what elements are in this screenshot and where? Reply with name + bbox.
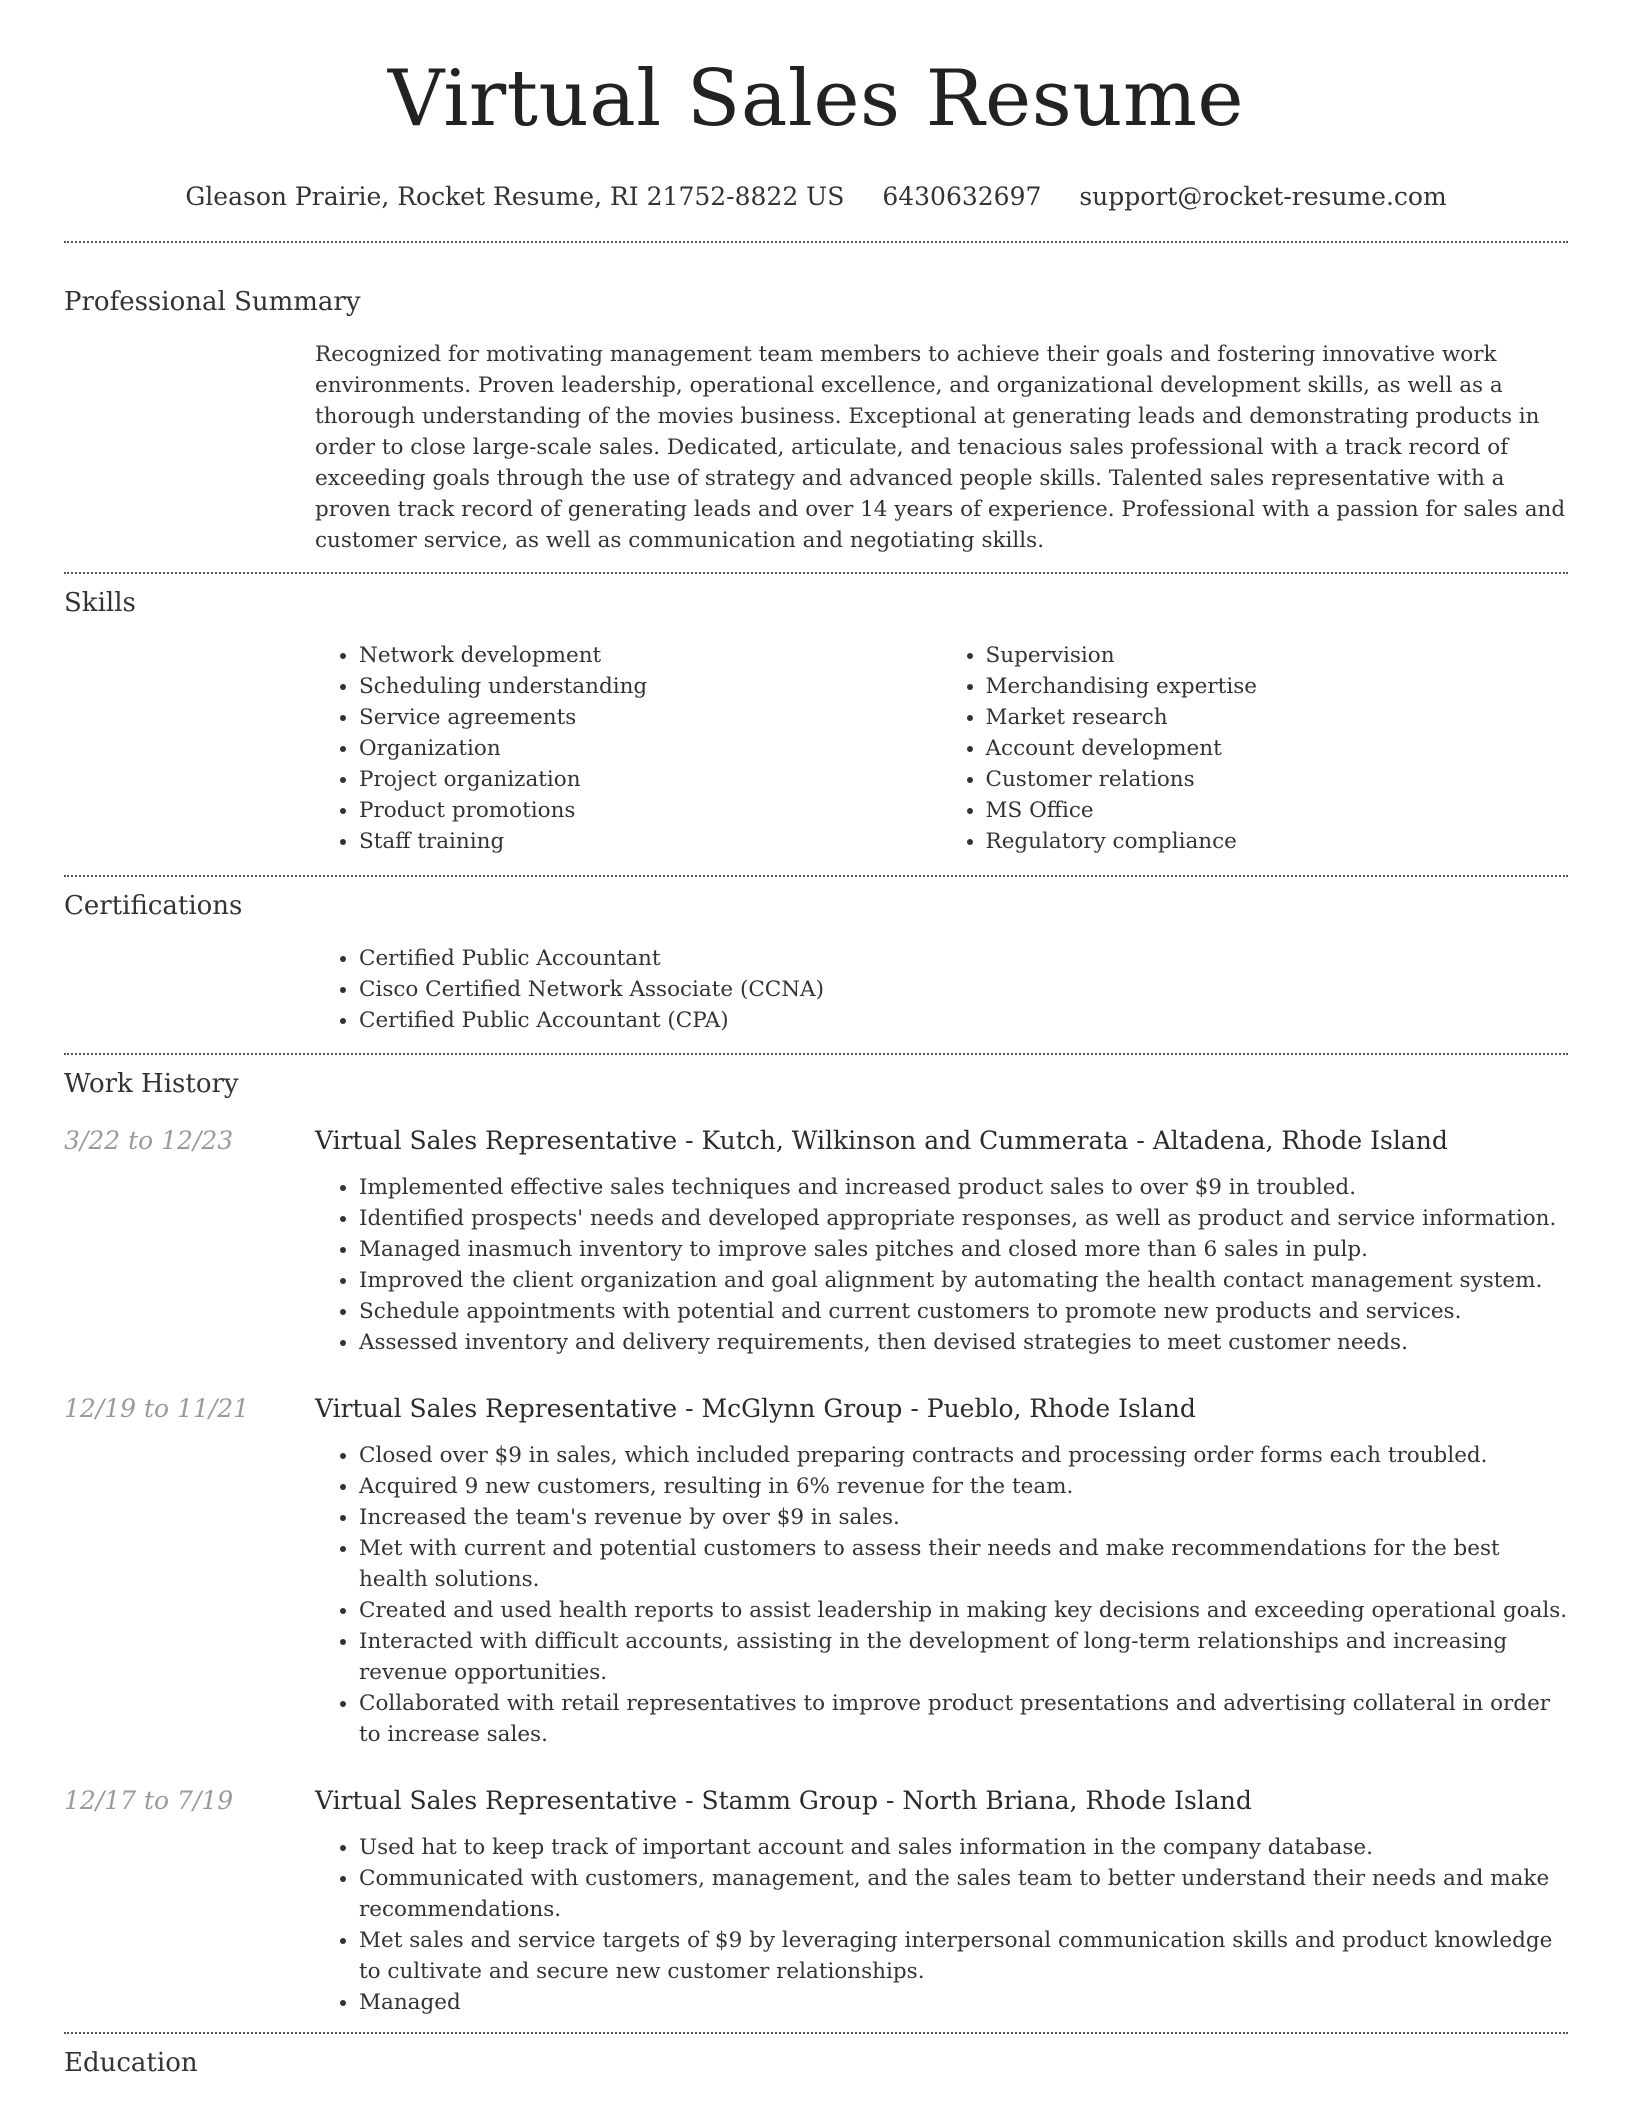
job-entry [64, 1124, 1568, 1358]
skills-grid [315, 640, 1568, 875]
summary-section [64, 243, 1568, 572]
list-item: • Certified Public Accountant (CPA) [359, 1005, 1568, 1036]
list-item: • Market research [986, 702, 1569, 733]
section-title-skills: Skills [64, 588, 136, 618]
list-item: • Network development [359, 640, 942, 671]
certifications-list [315, 943, 1568, 1036]
list-item: • Regulatory compliance [986, 826, 1569, 857]
list-item: • Managed inasmuch inventory to improve sales pitches and closed more than 6 sales in pulp. [359, 1234, 1568, 1265]
list-item: • Cisco Certified Network Associate (CCNA) [359, 974, 1568, 1005]
job-bullet-list [315, 1440, 1568, 1750]
list-item: • Merchandising expertise [986, 671, 1569, 702]
job-bullets [315, 1832, 1568, 2032]
list-item: • Closed over $9 in sales, which included preparing contracts and processing order forms each troubled. [359, 1440, 1568, 1471]
list-item: • Acquired 9 new customers, resulting in 6% revenue for the team. [359, 1471, 1568, 1502]
contact-phone: 6430632697 [882, 182, 1042, 211]
list-item: • Created and used health reports to assist leadership in making key decisions and exceeding operational goals. [359, 1595, 1568, 1626]
section-title-work: Work History [64, 1069, 239, 1099]
job-bullets [315, 1440, 1568, 1750]
list-item: • Increased the team's revenue by over $9 in sales. [359, 1502, 1568, 1533]
contact-address: Gleason Prairie, Rocket Resume, RI 21752-8822 US [185, 182, 845, 211]
list-item: • Service agreements [359, 702, 942, 733]
list-item: • Used hat to keep track of important account and sales information in the company database. [359, 1832, 1568, 1863]
education-section [64, 2034, 1568, 2080]
list-item: • Managed [359, 1987, 1568, 2018]
list-item: • MS Office [986, 795, 1569, 826]
list-item: • Met sales and service targets of $9 by leveraging interpersonal communication skills and product knowledge to cultivate and secure new customer relationships. [359, 1925, 1568, 1987]
list-item: • Interacted with difficult accounts, assisting in the development of long-term relationships and increasing revenue opportunities. [359, 1626, 1568, 1688]
section-title-education: Education [64, 2048, 198, 2078]
list-item: • Implemented effective sales techniques and increased product sales to over $9 in troubled. [359, 1172, 1568, 1203]
list-item: • Schedule appointments with potential and current customers to promote new products and services. [359, 1296, 1568, 1327]
skills-list-right [942, 640, 1569, 857]
list-item: • Supervision [986, 640, 1569, 671]
job-title: Virtual Sales Representative - Stamm Group - North Briana, Rhode Island [315, 1786, 1252, 1815]
job-entry [64, 1392, 1568, 1750]
list-item: • Scheduling understanding [359, 671, 942, 702]
skills-section [64, 574, 1568, 875]
resume-title: Virtual Sales Resume [387, 54, 1245, 144]
resume-header [64, 0, 1568, 214]
summary-text: Recognized for motivating management team members to achieve their goals and fostering innovative work environments. Proven leadership, operational excellence, and organizational development skills, as well as a thorough understanding of the movies business. Exceptional at generating leads and demonstrating products in order to close large-scale sales. Dedicated, articulate, and tenacious sales professional with a track record of exceeding goals through the use of strategy and advanced people skills. Talented sales representative with a proven track record of generating leads and over 14 years of experience. Professional with a passion for sales and customer service, as well as communication and negotiating skills. [315, 342, 1566, 553]
section-title-summary: Professional Summary [64, 287, 361, 317]
job-header [64, 1784, 1568, 1818]
list-item: • Communicated with customers, management, and the sales team to better understand their needs and make recommendations. [359, 1863, 1568, 1925]
list-item: • Certified Public Accountant [359, 943, 1568, 974]
list-item: • Account development [986, 733, 1569, 764]
certifications-list-wrap [315, 943, 1568, 1053]
job-bullets [315, 1172, 1568, 1358]
job-dates: 3/22 to 12/23 [64, 1126, 234, 1155]
list-item: • Identified prospects' needs and developed appropriate responses, as well as product and service information. [359, 1203, 1568, 1234]
job-title: Virtual Sales Representative - McGlynn Group - Pueblo, Rhode Island [315, 1394, 1196, 1423]
job-header [64, 1124, 1568, 1158]
list-item: • Assessed inventory and delivery requirements, then devised strategies to meet customer needs. [359, 1327, 1568, 1358]
skills-list-left [315, 640, 942, 857]
list-item: • Staff training [359, 826, 942, 857]
list-item: • Customer relations [986, 764, 1569, 795]
list-item: • Improved the client organization and goal alignment by automating the health contact management system. [359, 1265, 1568, 1296]
list-item: • Organization [359, 733, 942, 764]
section-title-certifications: Certifications [64, 891, 243, 921]
job-bullet-list [315, 1832, 1568, 2018]
job-entry [64, 1784, 1568, 2032]
job-header [64, 1392, 1568, 1426]
list-item: • Collaborated with retail representatives to improve product presentations and advertising collateral in order to increase sales. [359, 1688, 1568, 1750]
job-bullet-list [315, 1172, 1568, 1358]
contact-line [64, 180, 1568, 214]
list-item: • Project organization [359, 764, 942, 795]
job-dates: 12/19 to 11/21 [64, 1394, 250, 1423]
list-item: • Product promotions [359, 795, 942, 826]
certifications-section [64, 877, 1568, 1053]
job-title: Virtual Sales Representative - Kutch, Wilkinson and Cummerata - Altadena, Rhode Island [315, 1126, 1448, 1155]
job-dates: 12/17 to 7/19 [64, 1786, 234, 1815]
list-item: • Met with current and potential customers to assess their needs and make recommendations for the best health solutions. [359, 1533, 1568, 1595]
contact-email: support@rocket-resume.com [1079, 182, 1447, 211]
work-section [64, 1055, 1568, 2032]
